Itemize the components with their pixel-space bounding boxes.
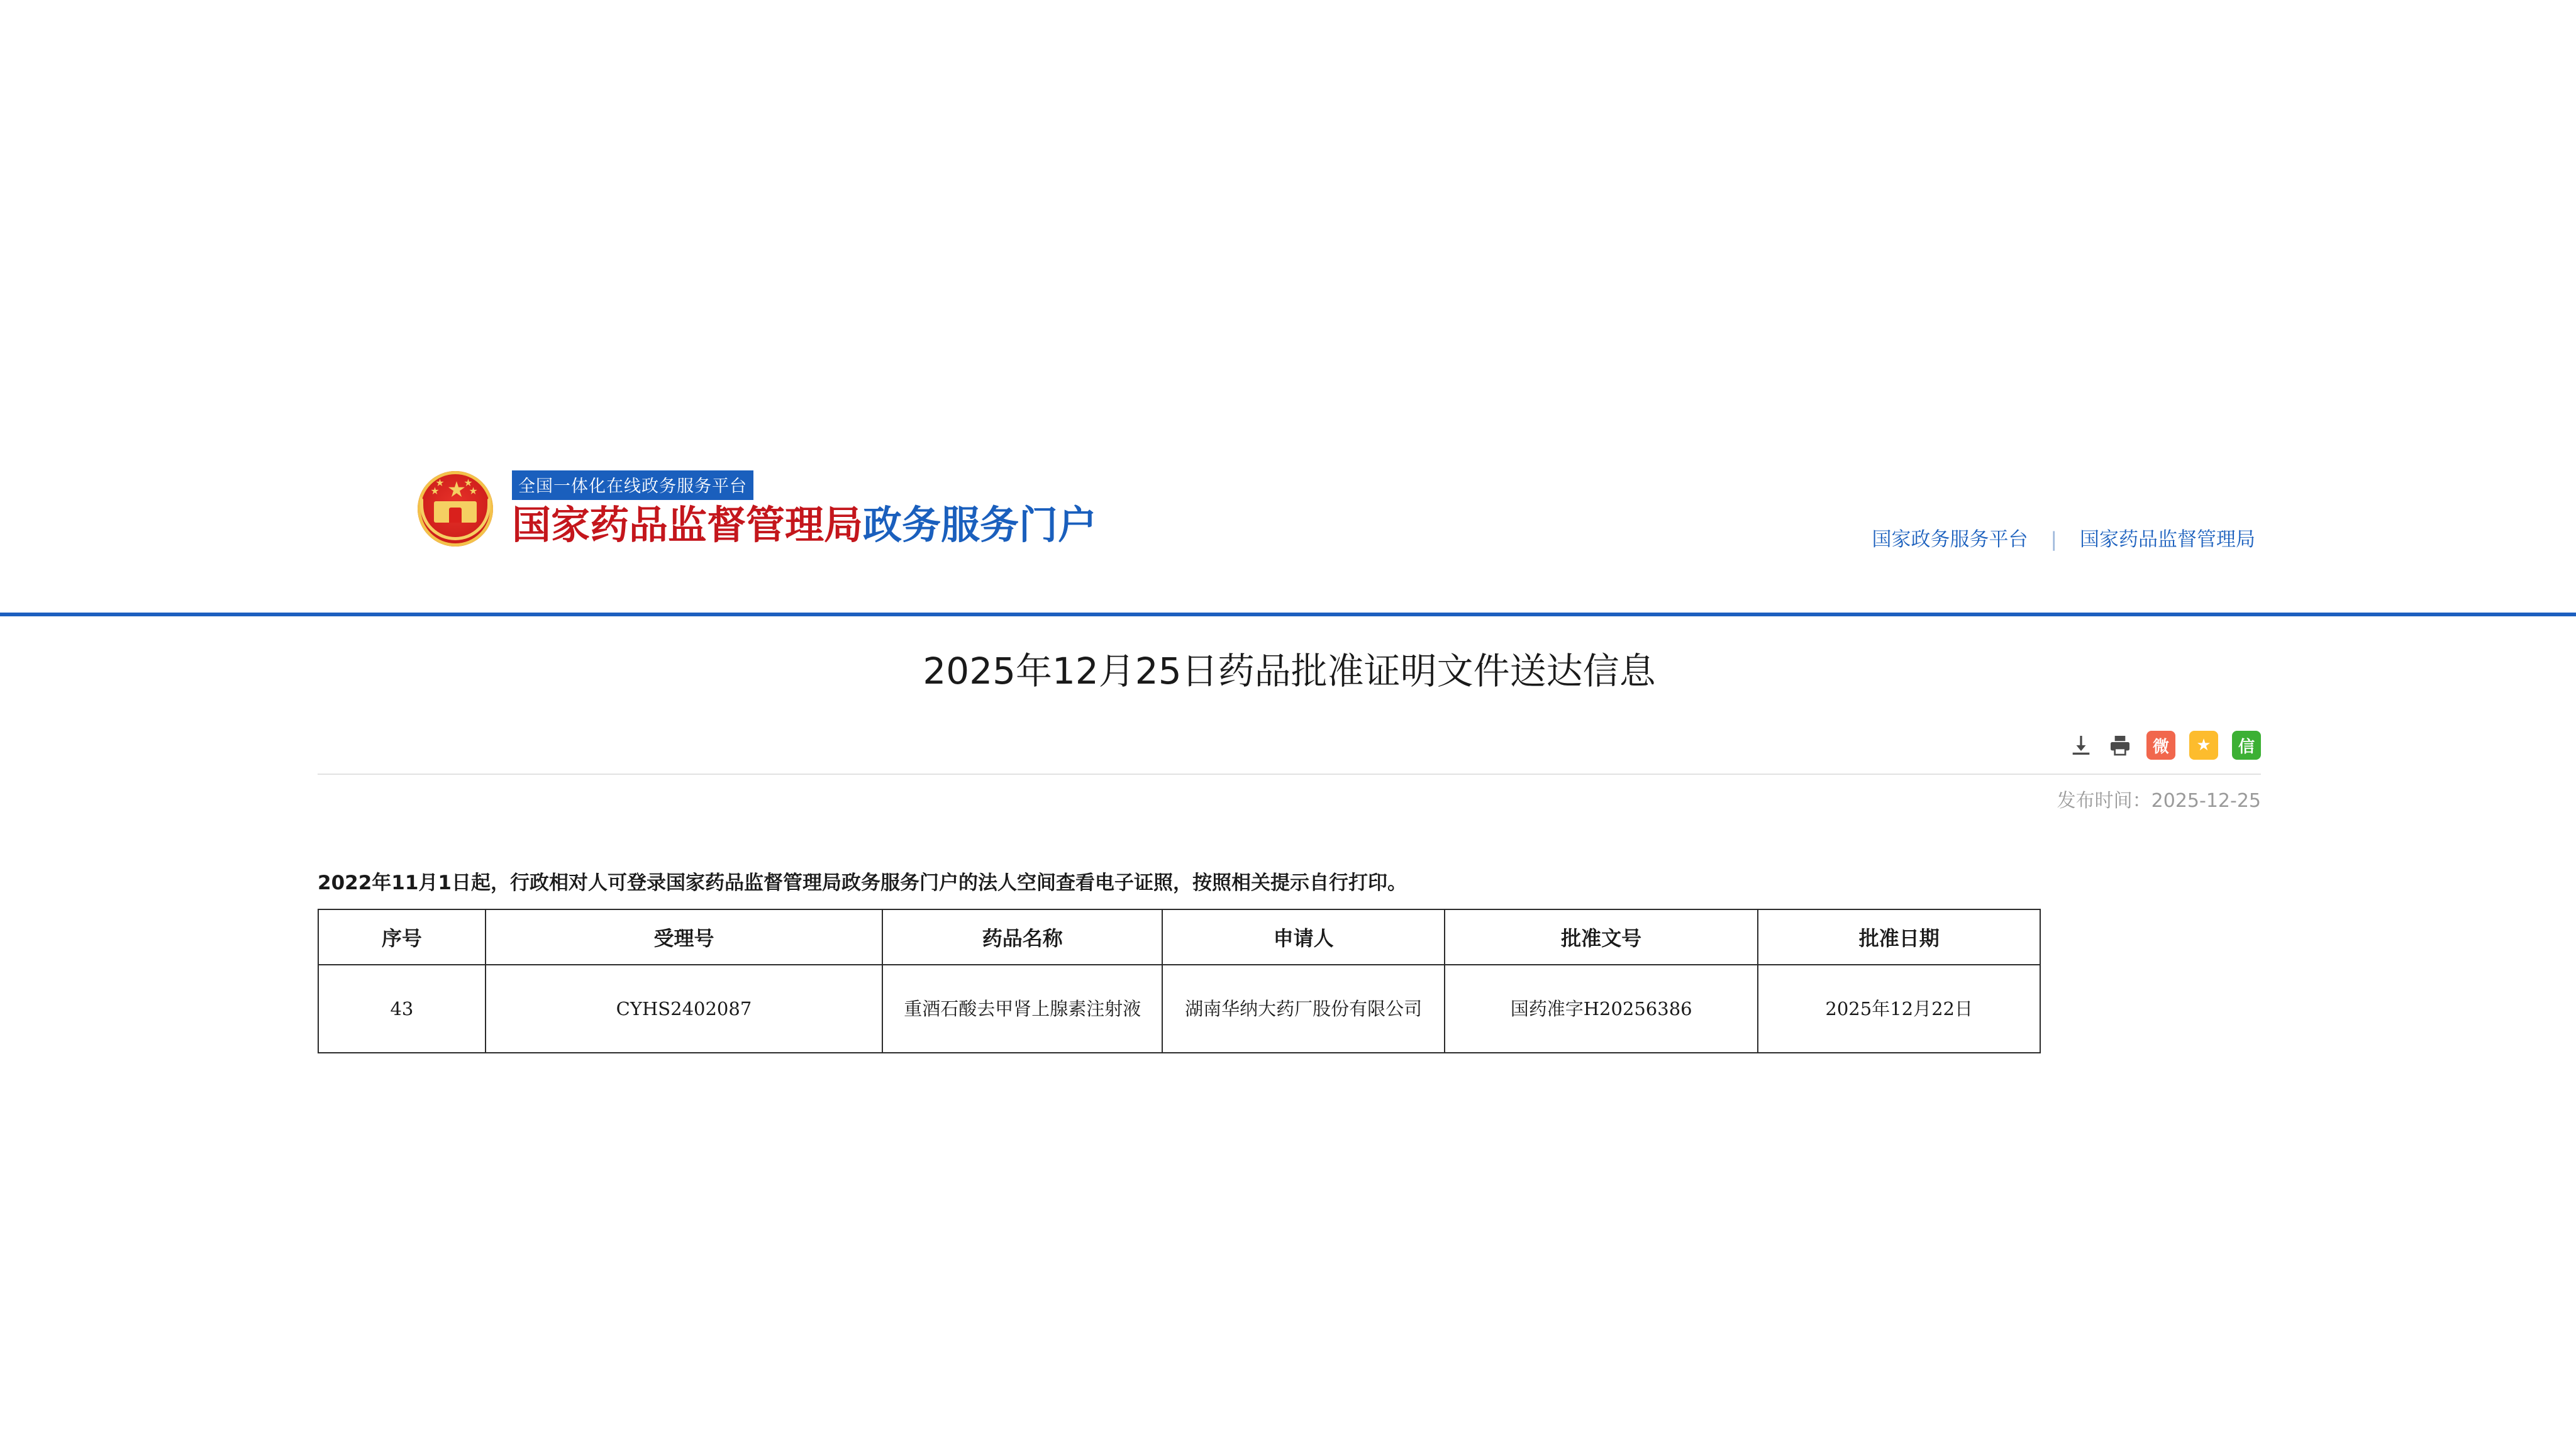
header-link-separator: | xyxy=(2050,528,2057,551)
column-header-approval-date: 批准日期 xyxy=(1758,909,2040,965)
approval-table xyxy=(318,909,2041,1053)
cell-approval-date: 2025年12月22日 xyxy=(1758,965,2040,1053)
table-header-row xyxy=(318,909,2040,965)
brand-title xyxy=(512,502,1097,548)
header-link-national-platform[interactable]: 国家政务服务平台 xyxy=(1872,528,2028,551)
cell-index: 43 xyxy=(318,965,486,1053)
cell-drug-name: 重酒石酸去甲肾上腺素注射液 xyxy=(882,965,1162,1053)
national-emblem-icon: ★ ★ ★ ★ ★ xyxy=(415,469,496,549)
table-row xyxy=(318,965,2040,1053)
cell-applicant: 湖南华纳大药厂股份有限公司 xyxy=(1162,965,1445,1053)
publish-time-label: 发布时间： xyxy=(2057,790,2151,812)
print-icon[interactable] xyxy=(2107,733,2133,758)
article-toolbar xyxy=(2068,731,2261,760)
column-header-index: 序号 xyxy=(318,909,486,965)
cell-accept-no: CYHS2402087 xyxy=(486,965,882,1053)
header-link-nmpa[interactable]: 国家药品监督管理局 xyxy=(2080,528,2255,551)
share-weibo-icon[interactable]: 微 xyxy=(2146,731,2175,760)
brand-title-red: 国家药品监督管理局 xyxy=(512,501,863,548)
page-title: 2025年12月25日药品批准证明文件送达信息 xyxy=(923,650,1656,692)
header-links xyxy=(1872,523,2255,552)
platform-tag: 全国一体化在线政务服务平台 xyxy=(512,470,753,500)
site-brand[interactable] xyxy=(415,469,1097,549)
share-wechat-icon[interactable]: 信 xyxy=(2232,731,2261,760)
brand-text xyxy=(512,470,1097,548)
site-header xyxy=(0,0,2576,616)
publish-time-value: 2025-12-25 xyxy=(2151,790,2261,812)
divider xyxy=(318,774,2261,775)
brand-title-blue: 政务服务门户 xyxy=(863,501,1097,548)
share-qzone-icon[interactable]: ★ xyxy=(2189,731,2218,760)
column-header-accept-no: 受理号 xyxy=(486,909,882,965)
column-header-approval-no: 批准文号 xyxy=(1445,909,1758,965)
column-header-drug-name: 药品名称 xyxy=(882,909,1162,965)
header-inner xyxy=(0,0,2576,613)
cell-approval-no: 国药准字H20256386 xyxy=(1445,965,1758,1053)
publish-time xyxy=(2057,785,2261,813)
download-icon[interactable] xyxy=(2068,733,2094,758)
article-container xyxy=(318,648,2261,1019)
column-header-applicant: 申请人 xyxy=(1162,909,1445,965)
notice-text: 2022年11月1日起，行政相对人可登录国家药品监督管理局政务服务门户的法人空间查看电子证照，按照相关提示自行打印。 xyxy=(318,872,1407,894)
